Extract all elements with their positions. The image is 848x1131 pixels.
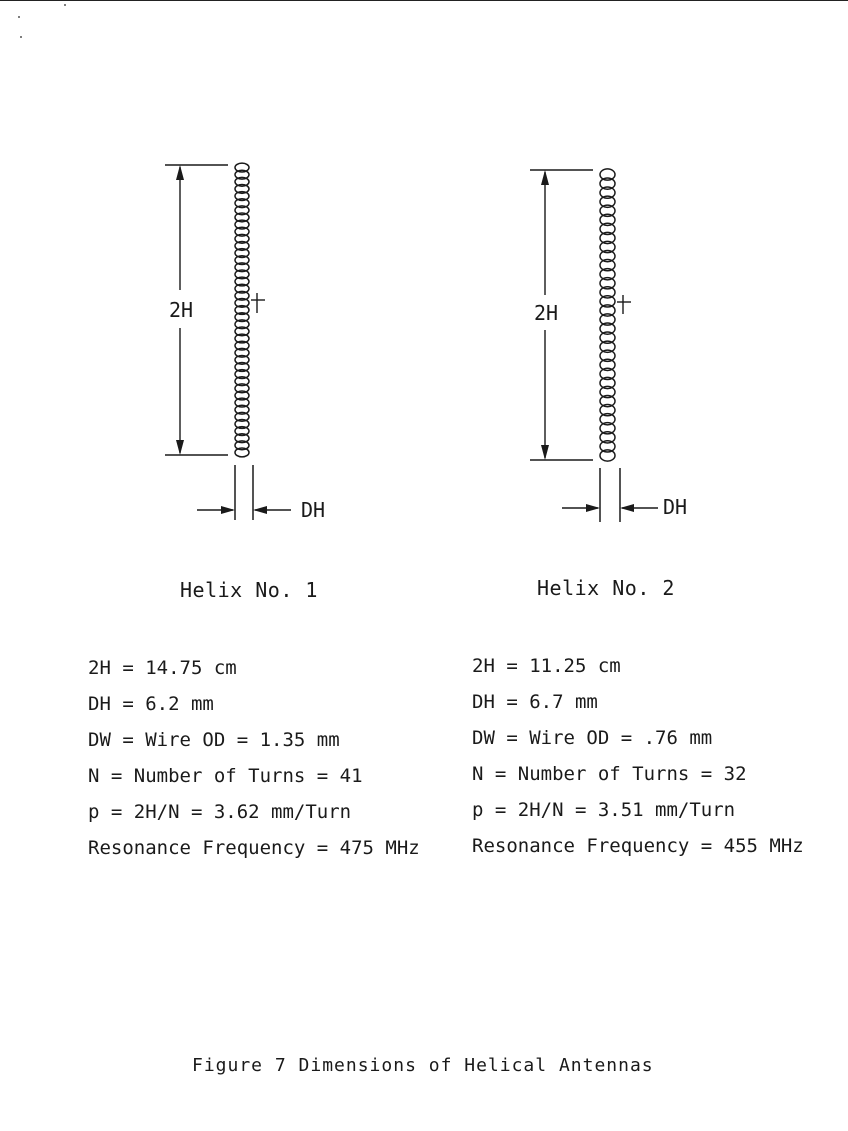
helix-1-diagram	[155, 150, 455, 522]
spec-line: p = 2H/N = 3.62 mm/Turn	[88, 801, 352, 823]
spec-line: 2H = 14.75 cm	[88, 657, 237, 679]
helix-coil	[600, 169, 615, 461]
spec-line: N = Number of Turns = 41	[88, 765, 363, 787]
diameter-label: DH	[663, 495, 688, 519]
spec-line: Resonance Frequency = 455 MHz	[472, 835, 804, 857]
spec-line: DW = Wire OD = .76 mm	[472, 727, 713, 749]
spec-line: 2H = 11.25 cm	[472, 655, 621, 677]
page-top-edge	[0, 0, 848, 1]
spec-line: DH = 6.2 mm	[88, 693, 214, 715]
diameter-label: DH	[301, 498, 326, 522]
spec-line: DW = Wire OD = 1.35 mm	[88, 729, 340, 751]
spec-line: N = Number of Turns = 32	[472, 763, 747, 785]
helix-1-specs	[88, 650, 420, 866]
scan-speck	[20, 36, 22, 38]
spec-line: p = 2H/N = 3.51 mm/Turn	[472, 799, 736, 821]
spec-line: DH = 6.7 mm	[472, 691, 598, 713]
helix-2-drawing	[520, 150, 820, 530]
figure-caption: Figure 7 Dimensions of Helical Antennas	[192, 1055, 654, 1076]
height-label: 2H	[534, 301, 559, 325]
scan-speck	[18, 16, 20, 18]
helix-2-specs	[472, 648, 804, 864]
helix-1-drawing	[155, 150, 455, 530]
helix-2-caption: Helix No. 2	[537, 576, 675, 600]
helix-1-caption: Helix No. 1	[180, 578, 318, 602]
height-label: 2H	[169, 298, 194, 322]
helix-2-diagram	[520, 150, 820, 519]
helix-coil	[235, 163, 249, 457]
scan-speck	[64, 4, 66, 6]
spec-line: Resonance Frequency = 475 MHz	[88, 837, 420, 859]
